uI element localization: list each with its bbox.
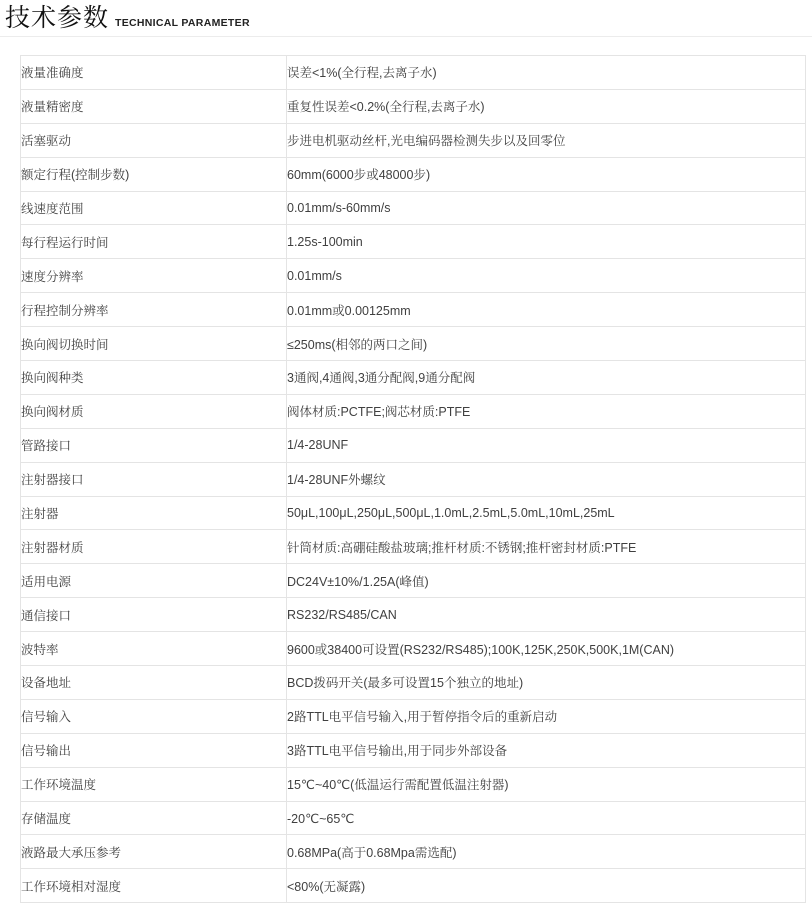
param-value-cell: 2路TTL电平信号输入,用于暂停指令后的重新启动 <box>287 699 806 733</box>
param-name-cell: 每行程运行时间 <box>21 225 287 259</box>
param-value-cell: 0.68MPa(高于0.68Mpa需选配) <box>287 835 806 869</box>
table-row <box>21 699 806 733</box>
param-name-cell: 液路最大承压参考 <box>21 835 287 869</box>
param-name-cell: 液量准确度 <box>21 56 287 90</box>
param-value-cell: 1.25s-100min <box>287 225 806 259</box>
param-value-cell: 50μL,100μL,250μL,500μL,1.0mL,2.5mL,5.0mL,10mL,25mL <box>287 496 806 530</box>
section-header <box>5 2 250 34</box>
header-divider <box>0 36 812 37</box>
param-value-cell: -20℃~65℃ <box>287 801 806 835</box>
param-name-cell: 工作环境相对湿度 <box>21 869 287 903</box>
param-value-cell: 1/4-28UNF外螺纹 <box>287 462 806 496</box>
page-subtitle: TECHNICAL PARAMETER <box>115 17 250 29</box>
param-name-cell: 液量精密度 <box>21 89 287 123</box>
table-row <box>21 259 806 293</box>
param-value-cell: 针筒材质:高硼硅酸盐玻璃;推杆材质:不锈钢;推杆密封材质:PTFE <box>287 530 806 564</box>
param-value-cell: DC24V±10%/1.25A(峰值) <box>287 564 806 598</box>
table-row <box>21 191 806 225</box>
table-row <box>21 666 806 700</box>
table-row <box>21 869 806 903</box>
table-row <box>21 293 806 327</box>
table-row <box>21 394 806 428</box>
table-row <box>21 157 806 191</box>
table-row <box>21 801 806 835</box>
param-name-cell: 管路接口 <box>21 428 287 462</box>
param-name-cell: 速度分辨率 <box>21 259 287 293</box>
param-value-cell: 15℃~40℃(低温运行需配置低温注射器) <box>287 767 806 801</box>
param-value-cell: 0.01mm/s <box>287 259 806 293</box>
table-row <box>21 564 806 598</box>
table-row <box>21 327 806 361</box>
param-value-cell: <80%(无凝露) <box>287 869 806 903</box>
param-name-cell: 适用电源 <box>21 564 287 598</box>
param-name-cell: 信号输出 <box>21 733 287 767</box>
param-value-cell: RS232/RS485/CAN <box>287 598 806 632</box>
table-row <box>21 632 806 666</box>
table-row <box>21 462 806 496</box>
param-value-cell: 9600或38400可设置(RS232/RS485);100K,125K,250K,500K,1M(CAN) <box>287 632 806 666</box>
spec-table-wrap <box>20 55 806 903</box>
param-name-cell: 设备地址 <box>21 666 287 700</box>
param-name-cell: 工作环境温度 <box>21 767 287 801</box>
param-name-cell: 活塞驱动 <box>21 123 287 157</box>
param-name-cell: 额定行程(控制步数) <box>21 157 287 191</box>
table-row <box>21 733 806 767</box>
table-row <box>21 530 806 564</box>
param-value-cell: ≤250ms(相邻的两口之间) <box>287 327 806 361</box>
param-name-cell: 注射器接口 <box>21 462 287 496</box>
param-value-cell: 3路TTL电平信号输出,用于同步外部设备 <box>287 733 806 767</box>
param-value-cell: 0.01mm或0.00125mm <box>287 293 806 327</box>
table-row <box>21 123 806 157</box>
table-row <box>21 767 806 801</box>
table-row <box>21 225 806 259</box>
param-name-cell: 注射器 <box>21 496 287 530</box>
param-name-cell: 通信接口 <box>21 598 287 632</box>
param-name-cell: 波特率 <box>21 632 287 666</box>
param-value-cell: 步进电机驱动丝杆,光电编码器检测失步以及回零位 <box>287 123 806 157</box>
table-row <box>21 496 806 530</box>
table-row <box>21 56 806 90</box>
param-value-cell: 1/4-28UNF <box>287 428 806 462</box>
table-row <box>21 835 806 869</box>
table-row <box>21 598 806 632</box>
param-value-cell: BCD拨码开关(最多可设置15个独立的地址) <box>287 666 806 700</box>
param-name-cell: 换向阀切换时间 <box>21 327 287 361</box>
param-value-cell: 60mm(6000步或48000步) <box>287 157 806 191</box>
table-row <box>21 361 806 395</box>
param-value-cell: 0.01mm/s-60mm/s <box>287 191 806 225</box>
param-value-cell: 3通阀,4通阀,3通分配阀,9通分配阀 <box>287 361 806 395</box>
table-row <box>21 89 806 123</box>
table-row <box>21 428 806 462</box>
param-value-cell: 重复性误差<0.2%(全行程,去离子水) <box>287 89 806 123</box>
param-name-cell: 换向阀种类 <box>21 361 287 395</box>
param-name-cell: 信号输入 <box>21 699 287 733</box>
param-name-cell: 注射器材质 <box>21 530 287 564</box>
param-value-cell: 阀体材质:PCTFE;阀芯材质:PTFE <box>287 394 806 428</box>
param-name-cell: 存储温度 <box>21 801 287 835</box>
spec-table <box>20 55 806 903</box>
param-value-cell: 误差<1%(全行程,去离子水) <box>287 56 806 90</box>
param-name-cell: 换向阀材质 <box>21 394 287 428</box>
param-name-cell: 行程控制分辨率 <box>21 293 287 327</box>
param-name-cell: 线速度范围 <box>21 191 287 225</box>
page-title: 技术参数 <box>5 4 110 32</box>
